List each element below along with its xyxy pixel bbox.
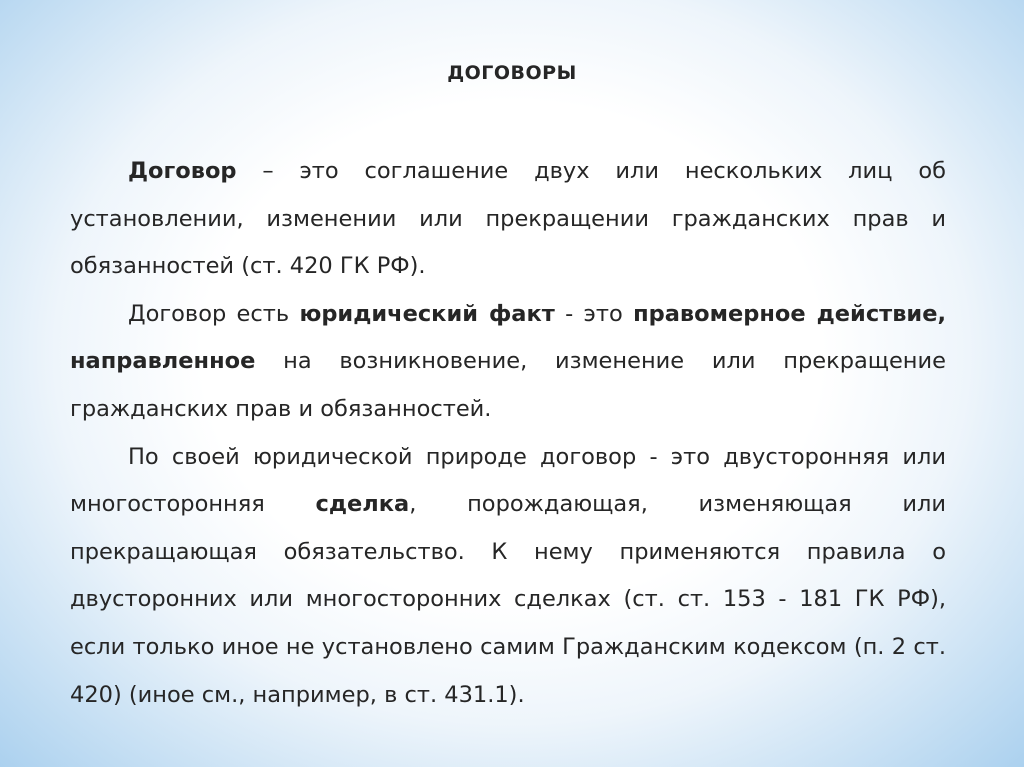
- term-lawful-action: правомерное действие, направленное: [70, 300, 947, 375]
- term-legal-fact: юридический факт: [299, 300, 555, 327]
- term-transaction: сделка: [315, 491, 410, 518]
- legal-fact-rest: на возникновение, изменение или прекращение гражданских прав и обязанностей.: [70, 348, 946, 422]
- slide-title: ДОГОВОРЫ: [447, 62, 577, 84]
- legal-nature-rest: , порождающая, изменяющая или прекращающая обязательство. К нему применяются правила о двусторонних или многосторонних сделках (ст. ст. 153 - 181 ГК РФ), если только иное не установлено самим Гражданским кодексом (п. 2 ст. 420) (иное см., например, в ст. 431.1).: [70, 491, 946, 708]
- definition-text: – это соглашение двух или нескольких лиц об установлении, изменении или прекращении гражданских прав и обязанностей (ст. 420 ГК РФ).: [70, 158, 946, 280]
- paragraph-legal-nature: [70, 434, 946, 720]
- paragraph-legal-fact: [70, 291, 946, 434]
- legal-fact-intro: Договор есть: [128, 300, 300, 327]
- legal-nature-intro: По своей юридической природе договор - это двусторонняя или многосторонняя: [70, 443, 946, 518]
- slide-body: [70, 148, 946, 719]
- legal-fact-dash: - это: [554, 300, 634, 327]
- term-dogovor: Договор: [128, 158, 237, 184]
- paragraph-definition: [70, 148, 946, 291]
